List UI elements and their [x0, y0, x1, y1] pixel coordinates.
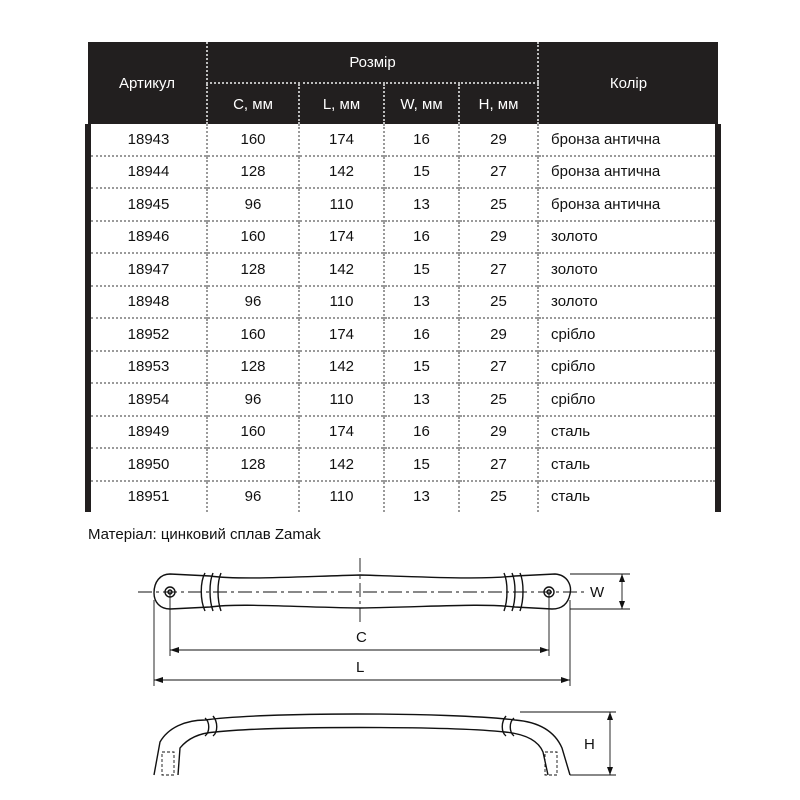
cell-h: 27 — [459, 253, 538, 286]
cell-w: 16 — [384, 416, 459, 449]
cell-c: 96 — [207, 286, 299, 319]
cell-h: 27 — [459, 156, 538, 189]
header-color: Колір — [538, 42, 718, 124]
header-article: Артикул — [88, 42, 207, 124]
cell-h: 29 — [459, 416, 538, 449]
cell-c: 160 — [207, 124, 299, 156]
cell-article: 18945 — [88, 188, 207, 221]
cell-h: 25 — [459, 286, 538, 319]
cell-h: 27 — [459, 351, 538, 384]
cell-color: бронза антична — [538, 156, 718, 189]
cell-c: 160 — [207, 318, 299, 351]
cell-w: 16 — [384, 124, 459, 156]
cell-article: 18947 — [88, 253, 207, 286]
cell-l: 110 — [299, 383, 384, 416]
cell-color: срібло — [538, 318, 718, 351]
top-view-drawing — [138, 558, 630, 686]
dimension-label-c: C — [356, 629, 367, 646]
cell-color: бронза антична — [538, 124, 718, 156]
cell-color: срібло — [538, 383, 718, 416]
cell-article: 18944 — [88, 156, 207, 189]
side-view-drawing — [154, 712, 616, 775]
cell-h: 25 — [459, 481, 538, 513]
cell-article: 18951 — [88, 481, 207, 513]
cell-color: бронза антична — [538, 188, 718, 221]
cell-color: сталь — [538, 481, 718, 513]
cell-w: 15 — [384, 351, 459, 384]
cell-article: 18943 — [88, 124, 207, 156]
cell-h: 29 — [459, 318, 538, 351]
cell-c: 96 — [207, 188, 299, 221]
cell-l: 110 — [299, 286, 384, 319]
cell-color: золото — [538, 221, 718, 254]
cell-w: 15 — [384, 448, 459, 481]
cell-h: 29 — [459, 124, 538, 156]
dimension-label-l: L — [356, 659, 365, 676]
cell-w: 13 — [384, 383, 459, 416]
header-l: L, мм — [299, 83, 384, 124]
header-w: W, мм — [384, 83, 459, 124]
cell-h: 25 — [459, 188, 538, 221]
cell-c: 160 — [207, 416, 299, 449]
cell-l: 110 — [299, 481, 384, 513]
cell-article: 18950 — [88, 448, 207, 481]
cell-c: 96 — [207, 481, 299, 513]
cell-l: 174 — [299, 221, 384, 254]
cell-c: 160 — [207, 221, 299, 254]
cell-w: 15 — [384, 253, 459, 286]
cell-c: 128 — [207, 448, 299, 481]
cell-l: 110 — [299, 188, 384, 221]
cell-w: 13 — [384, 188, 459, 221]
cell-c: 96 — [207, 383, 299, 416]
cell-l: 142 — [299, 351, 384, 384]
material-note: Матеріал: цинковий сплав Zamak — [88, 526, 321, 543]
cell-article: 18954 — [88, 383, 207, 416]
cell-color: золото — [538, 253, 718, 286]
cell-l: 174 — [299, 124, 384, 156]
cell-color: сталь — [538, 448, 718, 481]
cell-c: 128 — [207, 156, 299, 189]
header-h: Н, мм — [459, 83, 538, 124]
cell-l: 174 — [299, 416, 384, 449]
cell-l: 142 — [299, 253, 384, 286]
cell-c: 128 — [207, 253, 299, 286]
cell-w: 16 — [384, 221, 459, 254]
cell-color: золото — [538, 286, 718, 319]
cell-article: 18952 — [88, 318, 207, 351]
cell-w: 15 — [384, 156, 459, 189]
cell-article: 18949 — [88, 416, 207, 449]
cell-color: сталь — [538, 416, 718, 449]
dimension-label-h: H — [584, 736, 595, 753]
cell-w: 13 — [384, 286, 459, 319]
cell-article: 18953 — [88, 351, 207, 384]
header-c: С, мм — [207, 83, 299, 124]
cell-article: 18948 — [88, 286, 207, 319]
cell-l: 142 — [299, 156, 384, 189]
cell-c: 128 — [207, 351, 299, 384]
cell-w: 13 — [384, 481, 459, 513]
cell-l: 142 — [299, 448, 384, 481]
cell-article: 18946 — [88, 221, 207, 254]
cell-h: 29 — [459, 221, 538, 254]
cell-h: 25 — [459, 383, 538, 416]
cell-w: 16 — [384, 318, 459, 351]
cell-color: срібло — [538, 351, 718, 384]
header-size: Розмір — [207, 42, 538, 83]
dimension-label-w: W — [590, 584, 605, 601]
cell-h: 27 — [459, 448, 538, 481]
cell-l: 174 — [299, 318, 384, 351]
